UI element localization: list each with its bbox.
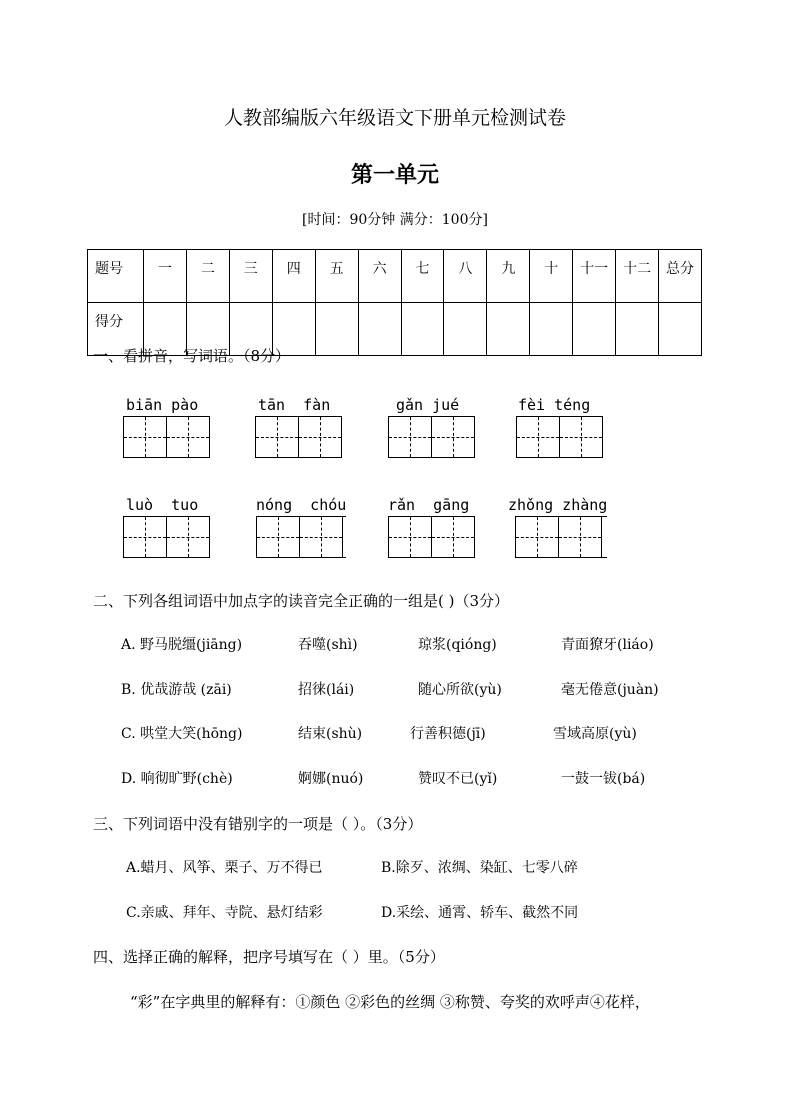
section2-heading: 二、下列各组词语中加点字的读音完全正确的一组是( )（3分） [93, 592, 510, 610]
option-a-item4: 青面獠牙(liáo) [561, 637, 654, 653]
score-cell[interactable] [573, 303, 616, 356]
section3-option-d: D.采绘、通霄、轿车、截然不同 [381, 905, 579, 921]
option-c-item3: 行善积德(jī) [410, 726, 486, 742]
tian-zi-box[interactable] [432, 517, 475, 557]
pinyin-label: zhǒng zhàng [508, 496, 608, 514]
score-table [87, 249, 702, 356]
score-row-label: 得分 [88, 303, 144, 356]
time-and-score-info: [时间：90分钟 满分：100分] [302, 212, 488, 228]
pinyin-word-item [126, 396, 210, 458]
score-table-header-row [88, 250, 702, 303]
section4-heading: 四、选择正确的解释，把序号填写在（ ）里。（5分） [93, 948, 445, 966]
tian-zi-box[interactable] [167, 517, 210, 557]
option-a-item3: 琼浆(qióng) [418, 637, 497, 653]
header-cell: 七 [401, 250, 444, 303]
header-cell: 十二 [616, 250, 659, 303]
tian-zi-box[interactable] [299, 417, 342, 457]
header-cell: 十 [530, 250, 573, 303]
score-cell[interactable] [444, 303, 487, 356]
score-cell[interactable] [530, 303, 573, 356]
section1-heading: 一、看拼音，写词语。（8分） [93, 347, 291, 365]
header-cell: 总分 [659, 250, 702, 303]
writing-grid[interactable] [123, 516, 210, 558]
section4-definition-line: “彩”在字典里的解释有：①颜色 ②彩色的丝绸 ③称赞、夸奖的欢呼声④花样， [130, 993, 650, 1011]
writing-grid[interactable] [123, 416, 210, 458]
section3-heading: 三、下列词语中没有错别字的一项是（ ）。（3分） [93, 815, 423, 833]
header-cell: 八 [444, 250, 487, 303]
writing-grid[interactable] [388, 516, 475, 558]
pinyin-word-item [518, 396, 603, 458]
header-cell: 一 [144, 250, 187, 303]
tian-zi-box[interactable] [389, 517, 432, 557]
score-cell[interactable] [315, 303, 358, 356]
option-b-item4: 毫无倦意(juàn) [561, 682, 659, 698]
tian-zi-box[interactable] [256, 417, 299, 457]
option-a-item2: 吞噬(shì) [298, 637, 358, 653]
option-d-item4: 一鼓一钹(bá) [561, 771, 646, 787]
header-cell: 五 [315, 250, 358, 303]
pinyin-word-item [396, 396, 475, 458]
section3-option-a: A.蜡月、风筝、栗子、万不得已 [126, 860, 323, 876]
tian-zi-box[interactable] [559, 517, 602, 557]
tian-zi-box[interactable] [432, 417, 475, 457]
header-cell: 十一 [573, 250, 616, 303]
writing-grid[interactable] [388, 416, 475, 458]
writing-grid[interactable] [256, 516, 346, 558]
pinyin-label: fèi téng [518, 396, 591, 414]
unit-title: 第一单元 [350, 162, 439, 188]
option-d-item1: D. 响彻旷野(chè) [121, 771, 233, 787]
writing-grid[interactable] [516, 416, 603, 458]
option-b-item3: 随心所欲(yù) [418, 682, 502, 698]
header-cell: 九 [487, 250, 530, 303]
pinyin-label: gǎn jué [396, 396, 460, 414]
option-d-item3: 赞叹不已(yǐ) [418, 771, 498, 787]
pinyin-word-item [258, 396, 342, 458]
option-b-item1: B. 优哉游哉 (zāi) [121, 682, 232, 698]
pinyin-label: biān pào [126, 396, 199, 414]
header-cell: 六 [358, 250, 401, 303]
tian-zi-box[interactable] [257, 517, 300, 557]
exam-title: 人教部编版六年级语文下册单元检测试卷 [223, 107, 566, 129]
score-cell[interactable] [401, 303, 444, 356]
writing-grid[interactable] [255, 416, 342, 458]
pinyin-word-item [388, 496, 475, 558]
tian-zi-box[interactable] [124, 417, 167, 457]
section3-option-b: B.除歹、浓绸、染缸、七零八碎 [381, 860, 578, 876]
tian-zi-box[interactable] [560, 417, 603, 457]
pinyin-word-item [508, 496, 607, 558]
tian-zi-box[interactable] [517, 417, 560, 457]
tian-zi-box[interactable] [167, 417, 210, 457]
writing-grid[interactable] [515, 516, 607, 558]
score-cell[interactable] [487, 303, 530, 356]
pinyin-label: rǎn gāng [388, 496, 470, 514]
header-cell: 二 [186, 250, 229, 303]
option-c-item2: 结束(shù) [298, 726, 363, 742]
score-cell[interactable] [358, 303, 401, 356]
tian-zi-box[interactable] [516, 517, 559, 557]
pinyin-word-item [126, 496, 210, 558]
score-cell[interactable] [616, 303, 659, 356]
header-cell: 三 [229, 250, 272, 303]
pinyin-label: nóng chóu [256, 496, 347, 514]
tian-zi-box[interactable] [389, 417, 432, 457]
option-c-item4: 雪域高原(yù) [553, 726, 637, 742]
score-cell[interactable] [659, 303, 702, 356]
pinyin-label: luò tuo [126, 496, 199, 514]
pinyin-label: tān fàn [258, 396, 331, 414]
option-b-item2: 招徕(lái) [298, 682, 355, 698]
tian-zi-box[interactable] [124, 517, 167, 557]
option-a-item1: A. 野马脱缰(jiāng) [121, 637, 243, 653]
option-c-item1: C. 哄堂大笑(hōng) [121, 726, 243, 742]
pinyin-word-item [256, 496, 346, 558]
header-cell: 题号 [88, 250, 144, 303]
option-d-item2: 婀娜(nuó) [298, 771, 364, 787]
tian-zi-box[interactable] [300, 517, 343, 557]
header-cell: 四 [272, 250, 315, 303]
section3-option-c: C.亲戚、拜年、寺院、悬灯结彩 [126, 905, 323, 921]
